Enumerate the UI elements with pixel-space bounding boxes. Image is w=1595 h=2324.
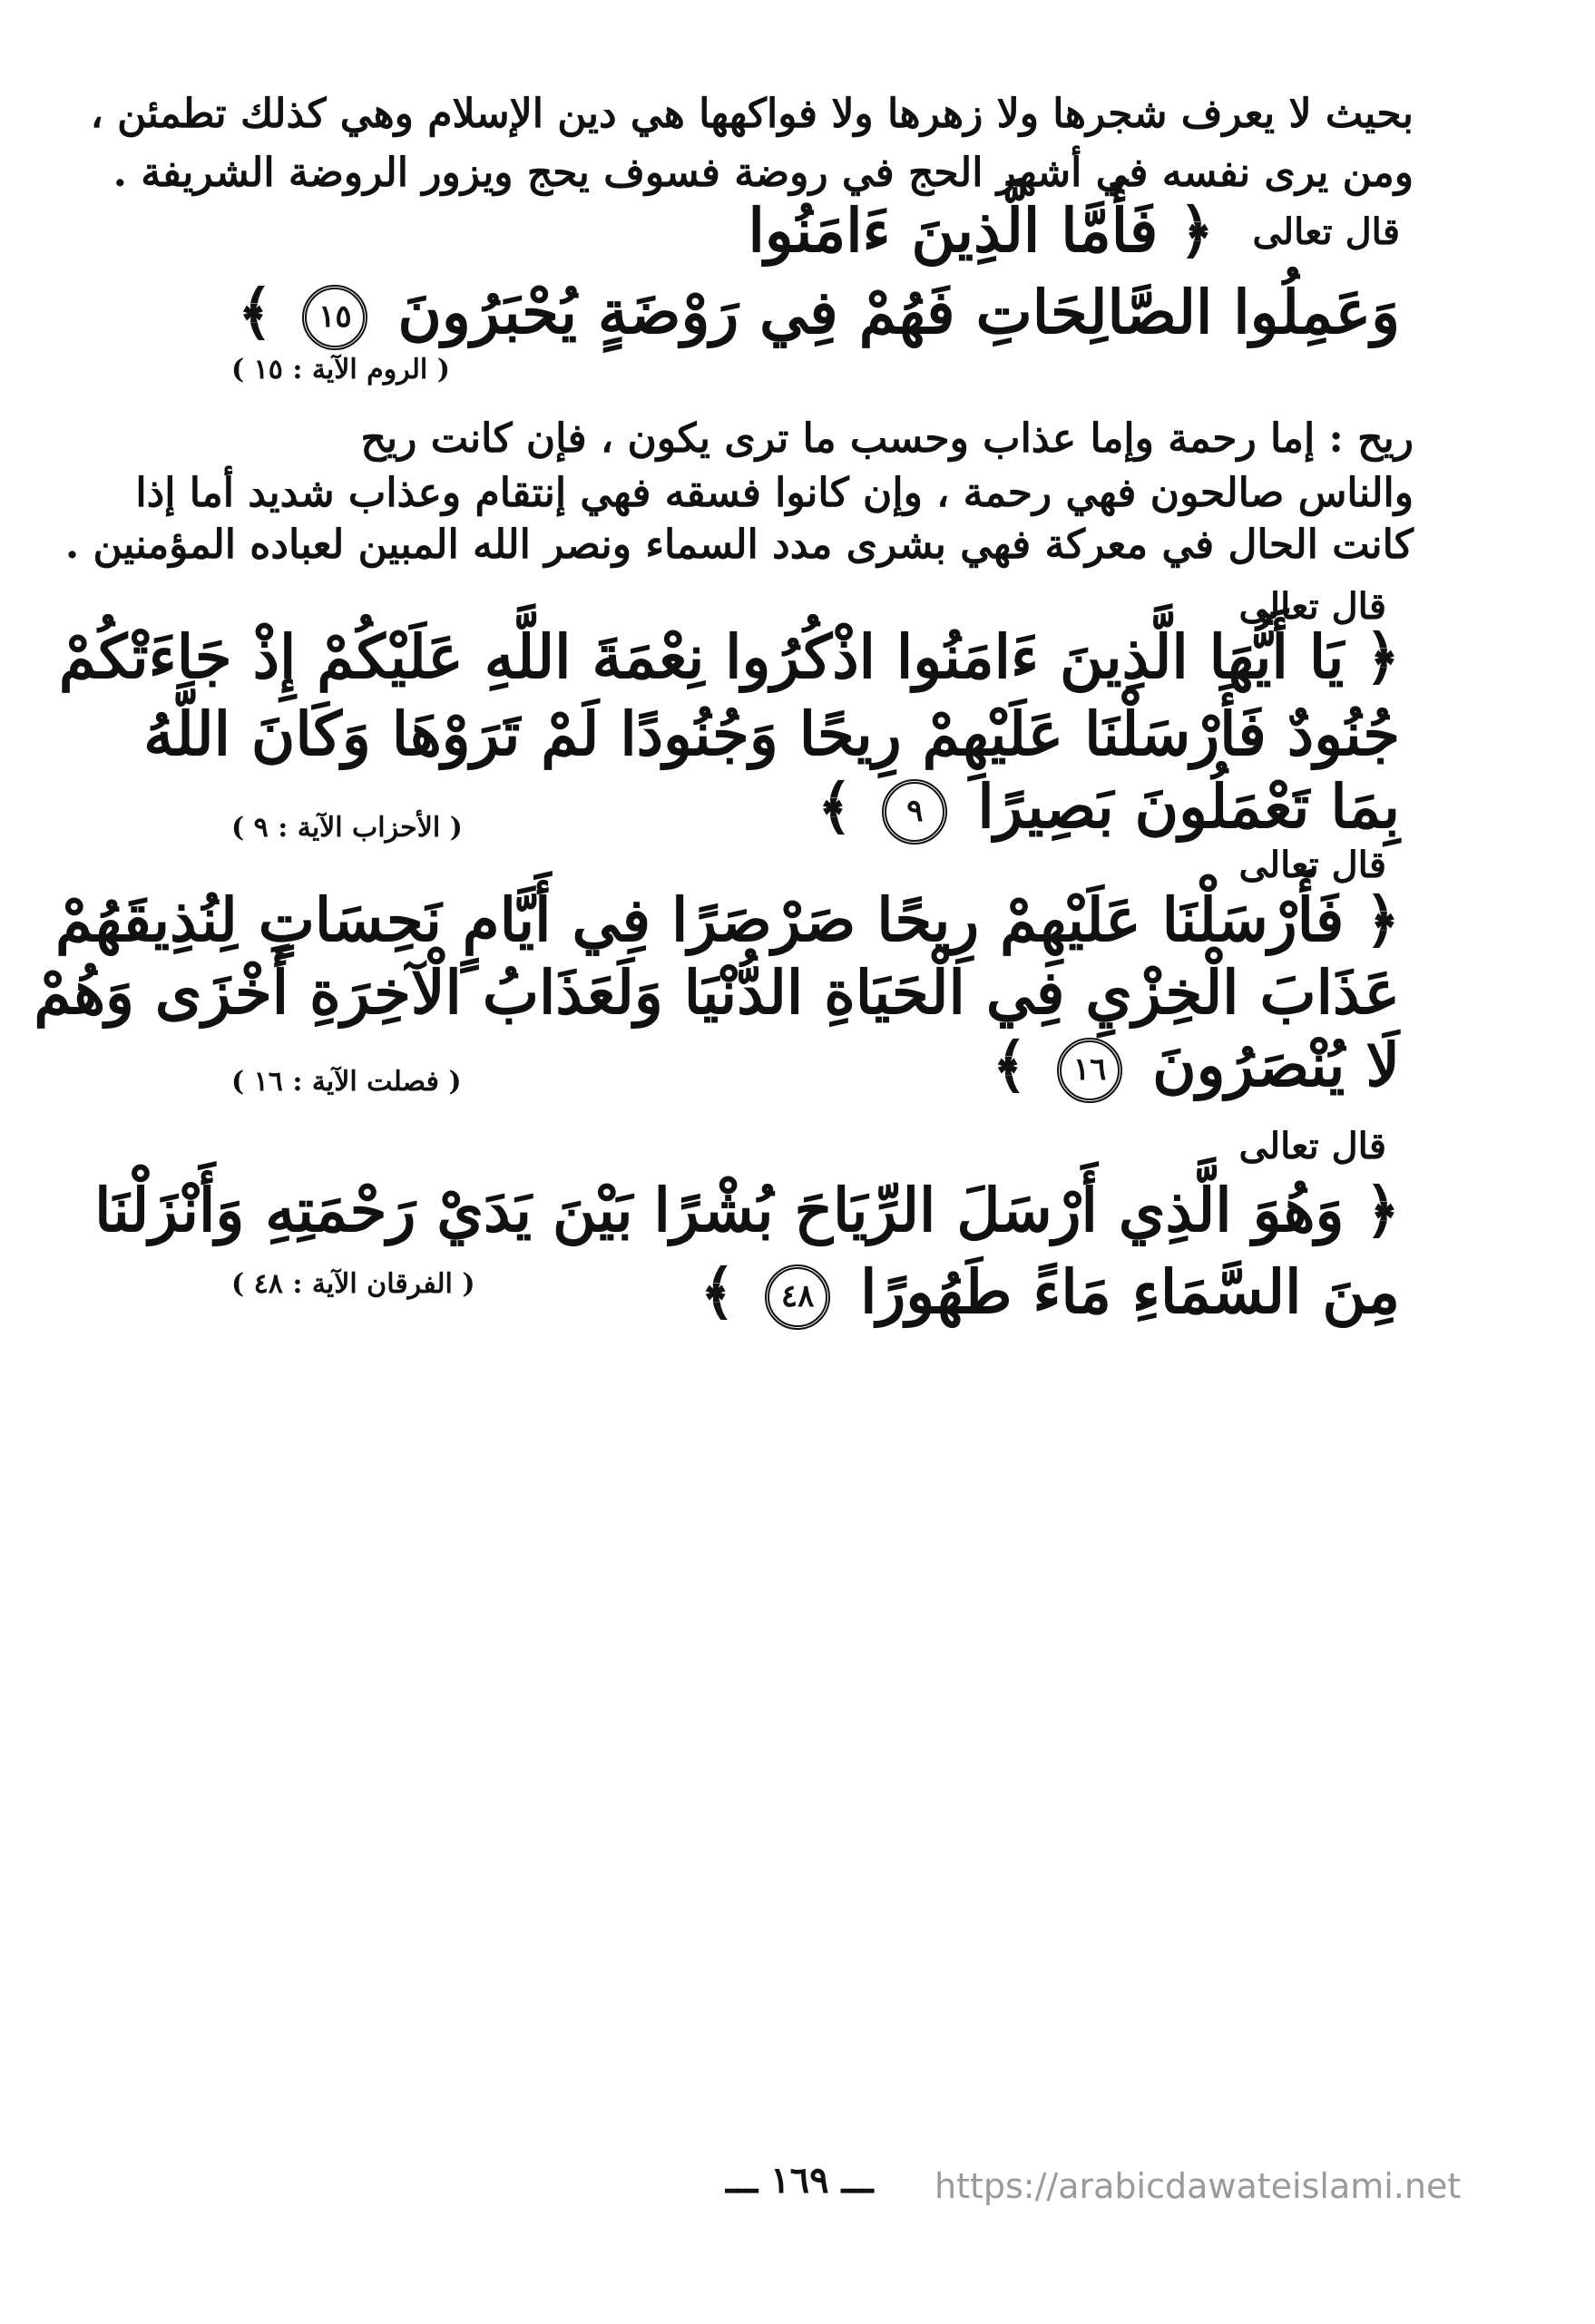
- verse-1-line-2: [238, 277, 1400, 350]
- verse-close-bracket: ﴾: [992, 1030, 1028, 1100]
- paragraph-2-line-1: ريح : إما رحمة وإما عذاب وحسب ما ترى يكون ، فإن كانت ريح: [360, 415, 1414, 462]
- paragraph-2-line-2: والناس صالحون فهي رحمة ، وإن كانوا فسقه فهي إنتقام وعذاب شديد أما إذا: [135, 470, 1414, 516]
- verse-4-text: مِنَ السَّمَاءِ مَاءً طَهُورًا: [860, 1256, 1400, 1327]
- verse-close-bracket: ﴾: [237, 277, 273, 347]
- paragraph-1-line-2: ومن يرى نفسه في أشهر الحج في روضة فسوف يحج ويزور الروضة الشريفة .: [113, 150, 1414, 196]
- page-number: ـــ ١٦٩ ـــ: [726, 2159, 874, 2202]
- qal-taala-label: قال تعالى: [1238, 585, 1386, 628]
- verse-4-line-1: ﴿ وَهُوَ الَّذِي أَرْسَلَ الرِّيَاحَ بُشْرًا بَيْنَ يَدَيْ رَحْمَتِهِ وَأَنْزَلْنَا: [94, 1175, 1400, 1245]
- verse-2-text: بِمَا تَعْمَلُونَ بَصِيرًا: [977, 771, 1400, 842]
- verse-1-citation: ( الروم الآية : ١٥ ): [231, 354, 450, 386]
- verse-4-line-2: [700, 1256, 1400, 1330]
- verse-3-line-2: عَذَابَ الْخِزْيِ فِي الْحَيَاةِ الدُّنْيَا وَلَعَذَابُ الْآخِرَةِ أَخْزَى وَهُمْ: [34, 957, 1400, 1028]
- verse-3-line-1: ﴿ فَأَرْسَلْنَا عَلَيْهِمْ رِيحًا صَرْصَرًا فِي أَيَّامٍ نَحِسَاتٍ لِنُذِيقَهُمْ: [54, 884, 1400, 955]
- verse-2-line-3: [817, 771, 1400, 845]
- verse-number-ornament: ٤٨: [765, 1265, 830, 1330]
- verse-1-text: وَعَمِلُوا الصَّالِحَاتِ فَهُمْ فِي رَوْضَةٍ يُحْبَرُونَ: [397, 277, 1400, 347]
- paragraph-2-line-3: كانت الحال في معركة فهي بشرى مدد السماء ونصر الله المبين لعباده المؤمنين .: [64, 522, 1414, 568]
- verse-close-bracket: ﴾: [817, 771, 853, 842]
- qal-taala-label: قال تعالى: [1252, 210, 1400, 253]
- verse-3-citation: ( فصلت الآية : ١٦ ): [231, 1066, 462, 1098]
- watermark-url: https://arabicdawateislami.net: [934, 2166, 1462, 2206]
- verse-number-ornament: ١٦: [1057, 1038, 1122, 1103]
- qal-taala-label: قال تعالى: [1238, 1125, 1386, 1167]
- verse-number-ornament: ٩: [882, 779, 947, 845]
- qal-taala-label: قال تعالى: [1238, 844, 1386, 886]
- verse-3-text: لَا يُنْصَرُونَ: [1152, 1030, 1400, 1100]
- verse-close-bracket: ﴾: [700, 1256, 736, 1327]
- verse-2-line-2: جُنُودٌ فَأَرْسَلْنَا عَلَيْهِمْ رِيحًا وَجُنُودًا لَمْ تَرَوْهَا وَكَانَ اللَّهُ: [143, 698, 1400, 769]
- verse-1-line-1: ﴿ فَأَمَّا الَّذِينَ ءَامَنُوا: [748, 195, 1214, 266]
- paragraph-1-line-1: بحيث لا يعرف شجرها ولا زهرها ولا فواكهها هي دين الإسلام وهي كذلك تطمئن ،: [90, 91, 1414, 137]
- verse-number-ornament: ١٥: [302, 285, 367, 350]
- verse-2-line-1: ﴿ يَا أَيُّهَا الَّذِينَ ءَامَنُوا اذْكُرُوا نِعْمَةَ اللَّهِ عَلَيْكُمْ إِذْ جَاءَتْكُمْ: [58, 621, 1400, 692]
- verse-4-citation: ( الفرقان الآية : ٤٨ ): [231, 1268, 475, 1300]
- verse-3-line-3: [992, 1030, 1400, 1103]
- verse-2-citation: ( الأحزاب الآية : ٩ ): [231, 812, 463, 844]
